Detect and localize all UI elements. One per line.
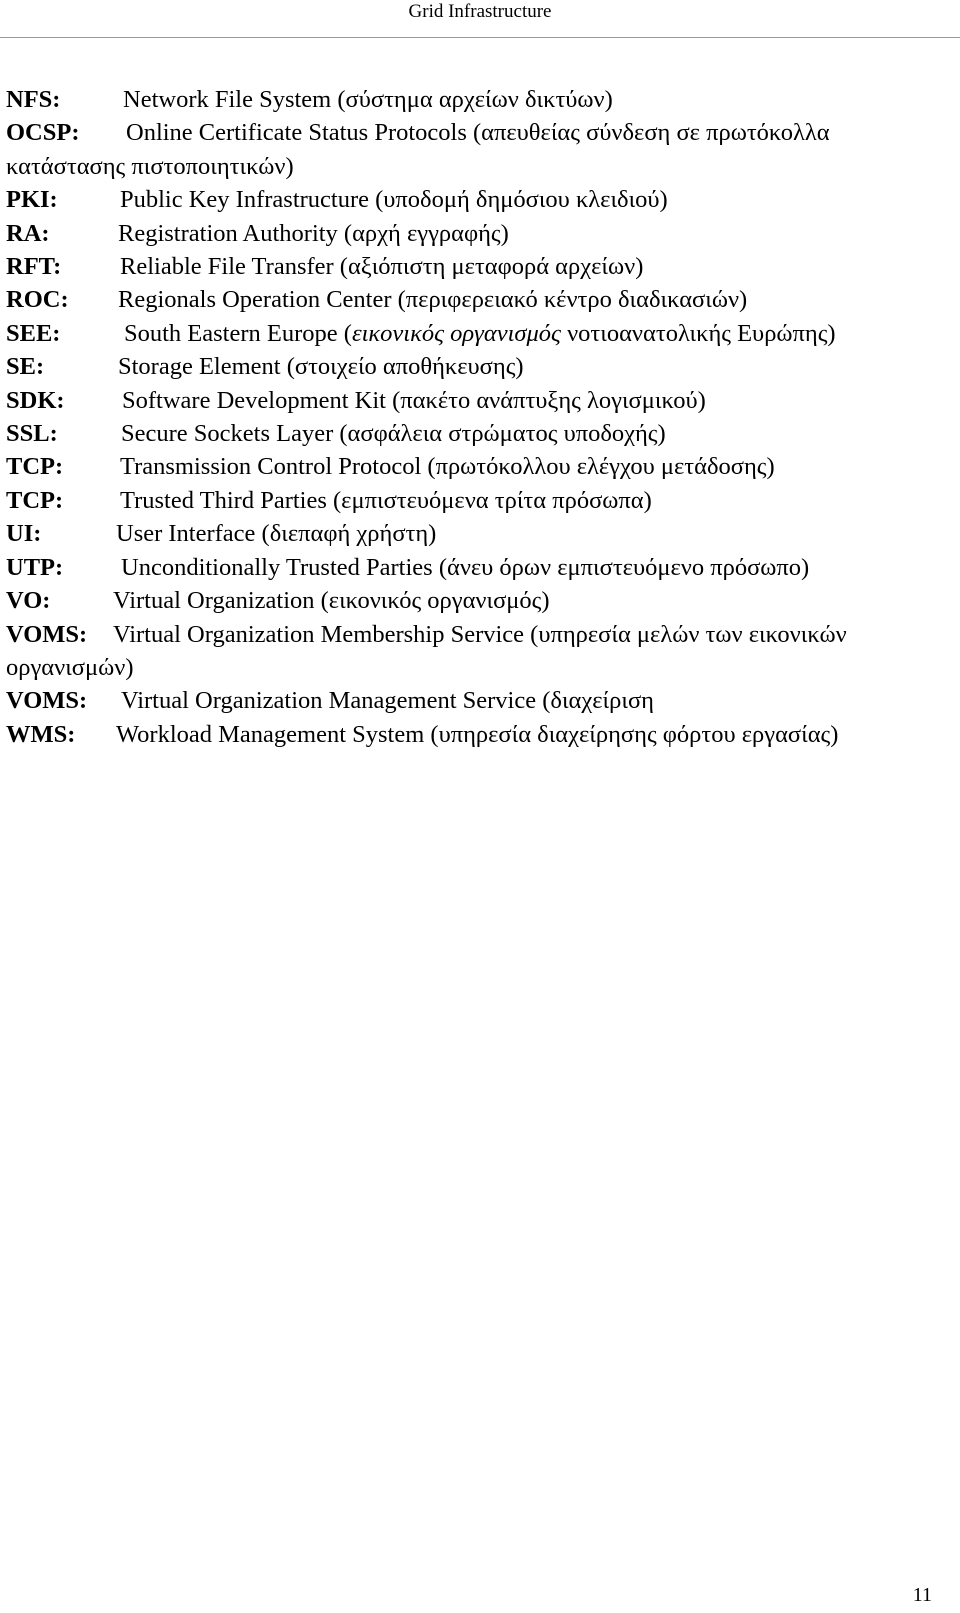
glossary-definition: Regionals Operation Center (περιφερειακό κέντρο διαδικασιών) [118,286,748,314]
glossary-entry-nfs [6,83,954,116]
glossary-term: VOMS: [6,687,88,715]
glossary-definition: Software Development Kit (πακέτο ανάπτυξης λογισμικού) [122,386,706,414]
glossary-definition: User Interface (διεπαφή χρήστη) [116,520,437,548]
glossary-entry-roc [6,283,954,316]
glossary-entry-ssl [6,417,954,450]
glossary-definition: Trusted Third Parties (εμπιστευόμενα τρίτα πρόσωπα) [120,486,652,514]
glossary-definition: Secure Sockets Layer (ασφάλεια στρώματος υποδοχής) [121,420,666,448]
glossary-entry-wms [6,718,954,751]
glossary-entry-sdk [6,384,954,417]
glossary-term: OCSP: [6,119,80,147]
glossary-entry-rft [6,250,954,283]
glossary-term: VOMS: [6,620,88,648]
glossary-term: NFS: [6,86,61,113]
glossary-definition: Unconditionally Trusted Parties (άνευ όρων εμπιστευόμενο πρόσωπο) [121,553,810,581]
glossary-term: SEE: [6,319,61,347]
glossary-definition [124,320,836,347]
page-number: 11 [912,1584,932,1606]
glossary-term: SE: [6,353,45,381]
glossary-entry-tcp [6,450,954,483]
glossary-entry-voms-membership [6,618,954,685]
glossary-entry-se [6,350,954,383]
definition-text: South Eastern Europe ( [124,319,352,347]
running-header: Grid Infrastructure [408,1,552,22]
glossary-definition: Public Key Infrastructure (υποδομή δημόσιου κλειδιού) [120,186,668,214]
definition-italic-text: εικονικός οργανισμός [351,319,561,347]
glossary-entry-voms-management [6,684,954,717]
glossary-term: SDK: [6,386,65,414]
glossary-entry-ui [6,517,954,550]
header-divider [0,37,960,38]
glossary-term: SSL: [6,420,58,448]
glossary-term: WMS: [6,720,76,748]
glossary-definition: Transmission Control Protocol (πρωτόκολλου ελέγχου μετάδοσης) [120,453,775,481]
glossary-term: PKI: [6,186,58,214]
glossary-definition: Workload Management System (υπηρεσία διαχείρησης φόρτου εργασίας) [116,720,839,748]
glossary-entry-utp [6,551,954,584]
glossary-term: TCP: [6,486,64,514]
glossary-term: UTP: [6,553,64,581]
glossary-term: UI: [6,520,42,548]
glossary-definition: Virtual Organization Membership Service (υπηρεσία μελών των εικονικών οργανισμών) [6,620,847,681]
glossary-definition: Storage Element (στοιχείο αποθήκευσης) [118,353,524,381]
glossary-definition: Reliable File Transfer (αξιόπιστη μεταφορά αρχείων) [120,253,644,281]
glossary-entry-pki [6,183,954,216]
abbreviations-glossary [6,83,954,751]
glossary-term: RA: [6,219,50,247]
glossary-term: VO: [6,587,51,615]
glossary-entry-see [6,317,954,350]
glossary-definition: Virtual Organization (εικονικός οργανισμός) [113,587,550,615]
glossary-entry-vo [6,584,954,617]
glossary-definition: Online Certificate Status Protocols (απευθείας σύνδεση σε πρωτόκολλα κατάστασης πιστοποιητικών) [6,119,830,180]
definition-text: νοτιοανατολικής Ευρώπης) [560,319,836,347]
glossary-term: TCP: [6,453,64,481]
glossary-definition: Network File System (σύστημα αρχείων δικτύων) [123,86,613,113]
glossary-definition: Registration Authority (αρχή εγγραφής) [118,219,509,247]
glossary-definition: Virtual Organization Management Service (διαχείριση [121,687,654,715]
glossary-term: RFT: [6,253,62,281]
glossary-entry-ocsp [6,116,954,183]
glossary-term: ROC: [6,286,69,314]
glossary-entry-ttp [6,484,954,517]
glossary-entry-ra [6,217,954,250]
